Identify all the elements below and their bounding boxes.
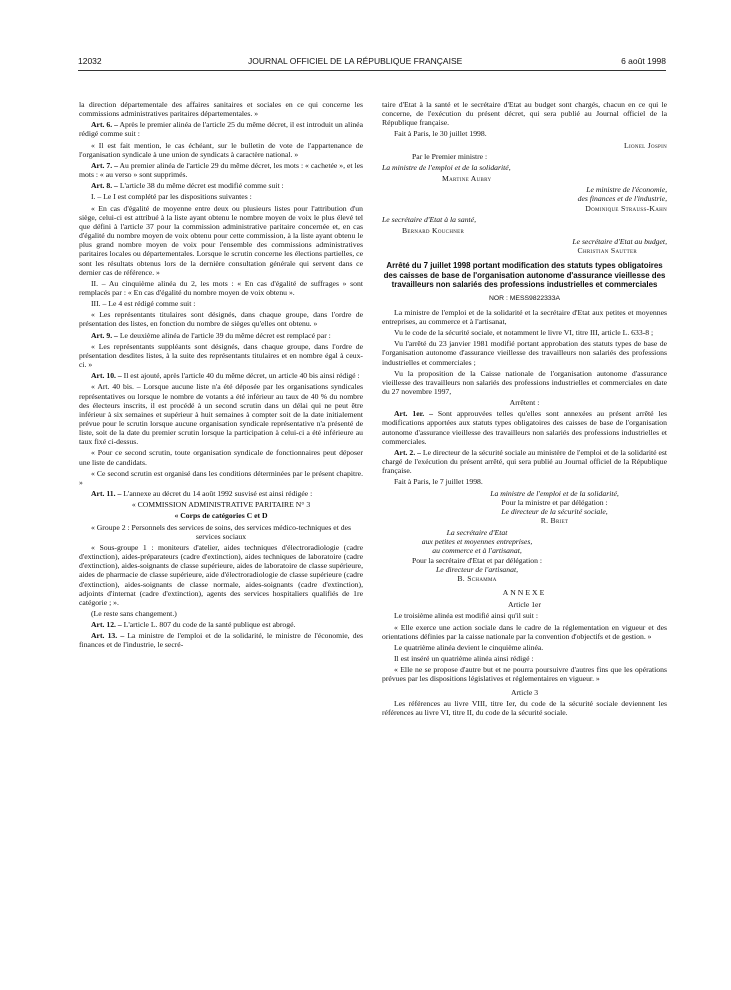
- eco-signature-title-1: Le ministre de l'économie,: [586, 185, 667, 195]
- left-paragraph: III. – Le 4 est rédigé comme suit :: [91, 299, 196, 309]
- arrete-body: [382, 308, 667, 487]
- annexe-article-3: Article 3: [510, 687, 539, 697]
- annexe-article-1: Article 1er: [507, 600, 542, 610]
- annexe-heading: ANNEXE: [502, 588, 547, 598]
- right-column: [382, 100, 667, 719]
- issue-date: 6 août 1998: [621, 56, 666, 66]
- left-paragraph: « Sous-groupe 1 : moniteurs d'atelier, aides techniques d'électroradiologie (cadre d'extinction), aides-préparateurs (cadre d'extinction), aides techniques de laboratoire (cadre d'extinction), aides-soignants de classe supérieure, aides de laboratoire de classe supérieure, aides de pharmacie de classe supérieure, aide d'électroradiologie de classe supérieure (cadre d'extinction), aides-soignants de classe normale, aides-soignants (cadre d'extinction), adjoints d'internat (cadre d'extinction), agents des services hospitaliers qualifiés de 1re catégorie ; ».: [79, 542, 363, 607]
- left-paragraph: (Le reste sans changement.): [91, 608, 177, 618]
- eco-signature-title-2: des finances et de l'industrie,: [577, 194, 667, 204]
- left-paragraph: Art. 6. – Après le premier alinéa de l'article 25 du même décret, il est introduit un alinéa rédigé comme suit :: [79, 120, 364, 139]
- nor-reference: NOR : MESS9822333A: [488, 294, 561, 302]
- sante-signature-name: Bernard Kouchner: [402, 225, 465, 235]
- article-label: Art. 6. –: [91, 120, 118, 130]
- arrete-signatures: [382, 489, 667, 526]
- annexe-paragraph: Le quatrième alinéa devient le cinquième alinéa.: [394, 642, 544, 652]
- sig2-line-10: B. Schamma: [457, 573, 497, 583]
- left-paragraph: Art. 12. – L'article L. 807 du code de la santé publique est abrogé.: [91, 620, 296, 630]
- decree-closing: [382, 100, 667, 139]
- emploi-signature-title: La ministre de l'emploi et de la solidarité,: [382, 162, 511, 172]
- left-paragraph: « Les représentants titulaires sont désignés, dans chaque groupe, dans l'ordre de présentation des listes, en fonction du nombre de sièges qu'elles ont obtenu. »: [79, 310, 363, 329]
- left-paragraph: Art. 9. – Le deuxième alinéa de l'article 39 du même décret est remplacé par :: [91, 330, 331, 340]
- pm-signature-line: Par le Premier ministre :: [412, 151, 488, 161]
- pm-signature-name: Lionel Jospin: [624, 140, 667, 150]
- eco-signature-name: Dominique Strauss-Kahn: [585, 203, 667, 213]
- left-paragraph: Art. 8. – L'article 38 du même décret est modifié comme suit :: [91, 181, 284, 191]
- sig2-line-5: La secrétaire d'Etat: [446, 528, 508, 538]
- left-paragraph: « Les représentants suppléants sont désignés, dans chaque groupe, dans l'ordre de présentation desdites listes, à la suite des représentants titulaires et en nombre égal à ceux-ci. »: [79, 341, 363, 370]
- arrete-paragraph: Art. 2. – Le directeur de la sécurité sociale au ministère de l'emploi et de la solidarité est chargé de l'exécution du présent arrêté, qui sera publié au Journal officiel de la République française.: [382, 447, 667, 476]
- arrete-signatures-2: [382, 528, 562, 583]
- left-paragraph: « Ce second scrutin est organisé dans les conditions déterminées par le présent chapitre. »: [79, 468, 363, 487]
- arrete-paragraph: Fait à Paris, le 7 juillet 1998.: [394, 477, 483, 487]
- left-paragraph: « COMMISSION ADMINISTRATIVE PARITAIRE N° 3: [131, 500, 311, 510]
- article-label: Art. 2. –: [394, 447, 421, 457]
- article-label: Art. 8. –: [91, 181, 118, 191]
- annexe-paragraph: Le troisième alinéa est modifié ainsi qu'il suit :: [394, 611, 538, 621]
- article-label: Art. 13. –: [91, 631, 125, 641]
- sig2-line-4: R. Briet: [540, 516, 569, 525]
- page-number: 12032: [78, 56, 102, 66]
- left-paragraph: « En cas d'égalité de moyenne entre deux ou plusieurs listes pour l'attribution d'un siège, celui-ci est attribué à la liste ayant obtenu le nombre moyen de voix le plus élevé tel que défini à l'article 37 pour la commission administrative paritaire concernée et, en cas d'égalité du nombre moyen de voix obtenu pour cette commission, à la liste ayant obtenu le plus grand nombre moyen de voix pour l'ensemble des commissions administratives paritaires locales ou départementales. Lorsque le scrutin concerne les élections partielles, ce sont les résultats obtenus lors de la dernière consultation générale qui servent dans ce dernier cas de référence. »: [79, 203, 363, 277]
- arrete-paragraph: Vu l'arrêté du 23 janvier 1981 modifié portant approbation des statuts types de base de l'organisation autonome d'assurance vieillesse des travailleurs non salariés des professions industrielles et commerciales ;: [382, 339, 667, 367]
- sig2-line-6: aux petites et moyennes entreprises,: [421, 537, 533, 547]
- left-column: [79, 100, 363, 652]
- arrete-paragraph: Arrêtent :: [509, 398, 540, 408]
- left-paragraph: II. – Au cinquième alinéa du 2, les mots : « En cas d'égalité de suffrages » sont remplacés par : « En cas d'égalité du nombre moyen de voix obtenu ».: [79, 278, 363, 297]
- sig2-line-3: Le directeur de la sécurité sociale,: [501, 506, 608, 516]
- left-paragraph: « Corps de catégories C et D: [174, 511, 268, 521]
- sig2-line-8: Pour la secrétaire d'Etat et par délégation :: [411, 555, 543, 565]
- arrete-title: Arrêté du 7 juillet 1998 portant modification des statuts types obligatoires des caisses de base de l'organisation autonome d'assurance vieillesse des travailleurs non salariés des professions industrielles et commerciales: [383, 261, 666, 290]
- left-paragraph: Art. 11. – L'annexe au décret du 14 août 1992 susvisé est ainsi rédigée :: [91, 489, 313, 499]
- left-paragraph: Art. 7. – Au premier alinéa de l'article 29 du même décret, les mots : « cachetée », et les mots : « au verso » sont supprimés.: [79, 160, 363, 180]
- left-paragraph: « Groupe 2 : Personnels des services de soins, des services médico-techniques et des services sociaux: [90, 522, 352, 541]
- left-paragraph: « Pour ce second scrutin, toute organisation syndicale de fonctionnaires peut déposer une liste de candidats.: [79, 448, 363, 467]
- annexe-paragraph: « Elle ne se propose d'autre but et ne pourra poursuivre d'autres fins que les opérations prévues par les dispositions législatives et réglementaires en vigueur. »: [382, 665, 667, 684]
- header-rule: [78, 70, 666, 71]
- article-label: Art. 10. –: [91, 371, 122, 381]
- budget-signature-title: Le secrétaire d'Etat au budget,: [572, 237, 667, 247]
- article-label: Art. 9. –: [91, 330, 118, 340]
- left-paragraph: « Art. 40 bis. – Lorsque aucune liste n'a été déposée par les organisations syndicales représentatives ou lorsque le nombre de votants a été inférieur au taux de 40 % du nombre des électeurs inscrits, il est procédé à un second scrutin dans un délai qui ne peut être inférieur à six semaines et supérieur à huit semaines à compter soit de la date initialement prévue pour le scrutin lorsque aucune organisation syndicale représentative n'a présenté de liste, soit de la date du premier scrutin lorsque la participation à celui-ci a été inférieure au taux fixé ci-dessus.: [79, 382, 363, 447]
- budget-signature-name: Christian Sautter: [577, 246, 637, 256]
- arrete-paragraph: Art. 1er. – Sont approuvées telles qu'elles sont annexées au présent arrêté les modifications apportées aux statuts types obligatoires des caisses de base de l'organisation autonome d'assurance vieillesse des travailleurs non salariés des professions industrielles et commerciales.: [382, 409, 667, 446]
- journal-title: JOURNAL OFFICIEL DE LA RÉPUBLIQUE FRANÇAISE: [248, 56, 463, 66]
- article-label: Art. 7. –: [91, 160, 118, 170]
- right-paragraph: taire d'Etat à la santé et le secrétaire d'Etat au budget sont chargés, chacun en ce qui le concerne, de l'exécution du présent décret, qui sera publié au Journal officiel de la République française.: [382, 100, 667, 128]
- annexe-paragraph: Il est inséré un quatrième alinéa ainsi rédigé :: [394, 654, 534, 664]
- article-label: Art. 11. –: [91, 489, 122, 499]
- left-paragraph: Art. 13. – La ministre de l'emploi et de la solidarité, le ministre de l'économie, des finances et de l'industrie, le secré-: [79, 631, 363, 650]
- left-paragraph: la direction départementale des affaires sanitaires et sociales en ce qui concerne les commissions administratives paritaires départementales. »: [79, 100, 363, 119]
- left-paragraph: I. – Le I est complété par les dispositions suivantes :: [91, 192, 252, 202]
- annexe-paragraph: « Elle exerce une action sociale dans le cadre de la réglementation en vigueur et des orientations définies par la caisse nationale par la convention d'objectifs et de gestion. »: [382, 622, 667, 641]
- arrete-paragraph: Vu la proposition de la Caisse nationale de l'organisation autonome d'assurance vieillesse des travailleurs non salariés des professions industrielles et commerciales en date du 27 novembre 1997,: [382, 368, 667, 396]
- left-paragraph: « Il est fait mention, le cas échéant, sur le bulletin de vote de l'appartenance de l'organisation syndicale à une union de syndicats à caractère national. »: [79, 140, 363, 159]
- sig2-line-7: au commerce et à l'artisanat,: [432, 546, 522, 556]
- sante-signature-title: Le secrétaire d'Etat à la santé,: [382, 214, 477, 224]
- page-header: [78, 56, 666, 68]
- article-label: Art. 12. –: [91, 620, 122, 630]
- sig2-line-2: Pour la ministre et par délégation :: [501, 497, 608, 507]
- arrete-paragraph: Vu le code de la sécurité sociale, et notamment le livre VI, titre III, article L. 633-8 ;: [394, 328, 654, 338]
- left-paragraph: Art. 10. – Il est ajouté, après l'article 40 du même décret, un article 40 bis ainsi rédigé :: [91, 371, 360, 381]
- emploi-signature-name: Martine Aubry: [442, 174, 492, 184]
- arrete-paragraph: La ministre de l'emploi et de la solidarité et la secrétaire d'Etat aux petites et moyennes entreprises, au commerce et à l'artisanat,: [382, 307, 667, 326]
- annexe-final-paragraph: Les références au livre VIII, titre Ier, du code de la sécurité sociale deviennent les références au livre VI, titre II, du code de la sécurité sociale.: [382, 698, 667, 717]
- annexe-body: [382, 611, 667, 683]
- article-label: Art. 1er. –: [394, 409, 433, 419]
- sig2-line-9: Le directeur de l'artisanat,: [435, 564, 519, 574]
- sig2-line-1: La ministre de l'emploi et de la solidarité,: [490, 488, 619, 498]
- right-paragraph: Fait à Paris, le 30 juillet 1998.: [394, 129, 487, 139]
